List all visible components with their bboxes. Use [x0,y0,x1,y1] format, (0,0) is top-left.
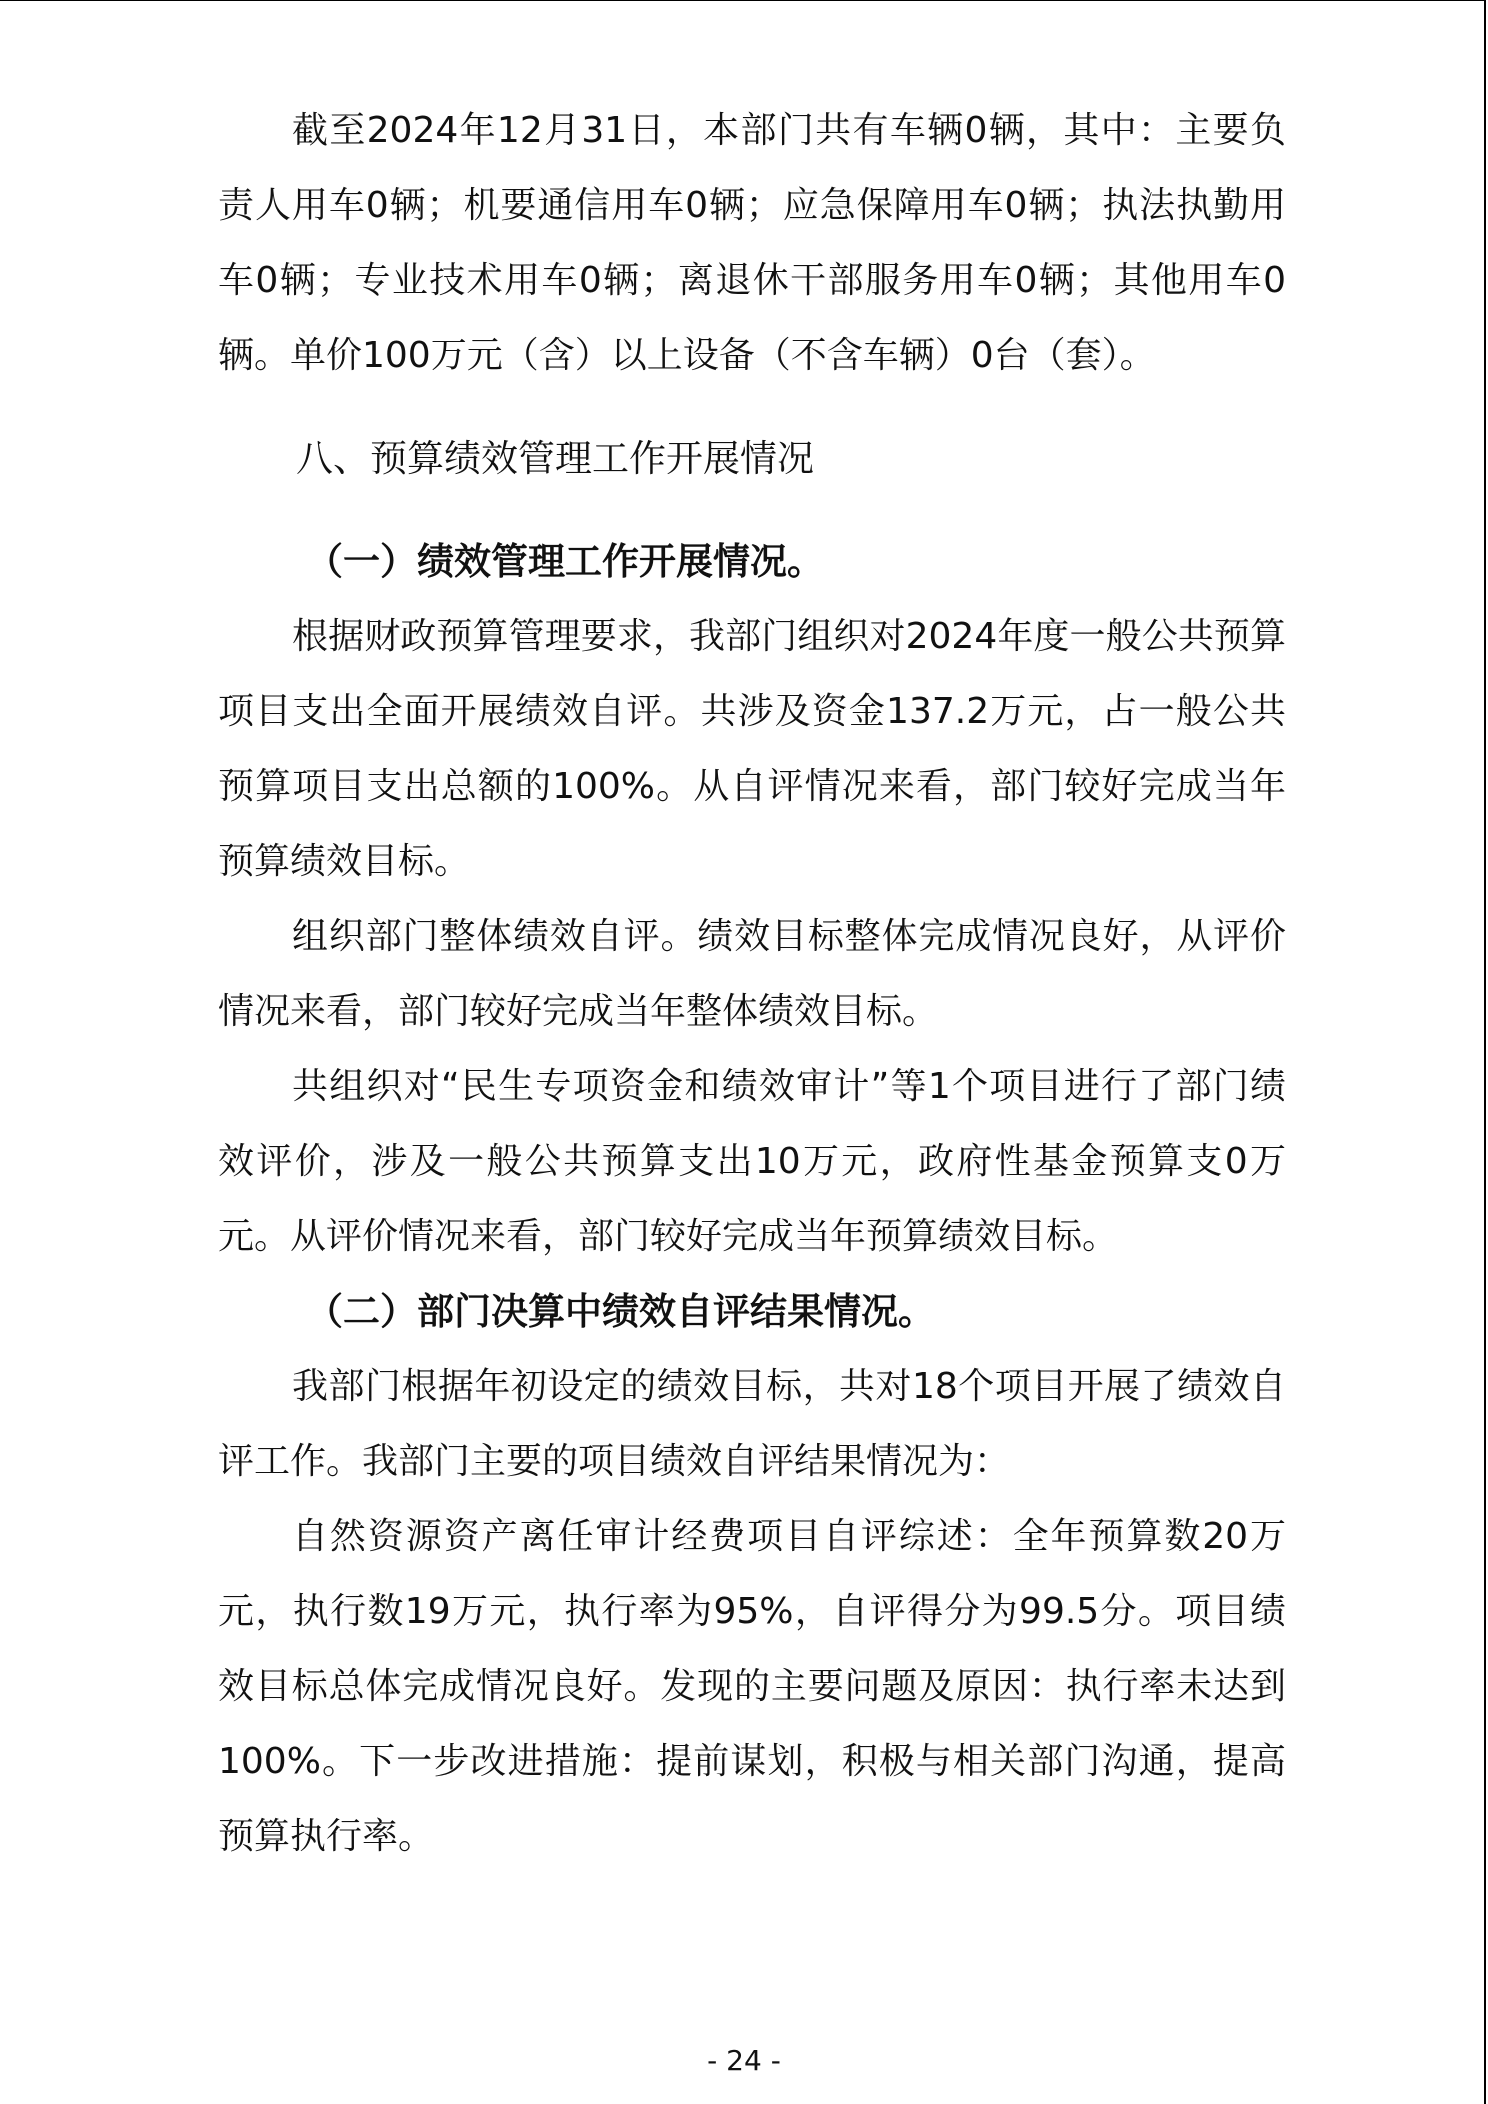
paragraph-self-evaluation: 根据财政预算管理要求，我部门组织对2024年度一般公共预算项目支出全面开展绩效自评。共涉及资金137.2万元，占一般公共预算项目支出总额的100%。从自评情况来看，部门较好完成当年预算绩效目标。 [218,616,1286,882]
section-title: 八、预算绩效管理工作开展情况 [296,437,814,480]
paragraph-project-count: 我部门根据年初设定的绩效目标，共对18个项目开展了绩效自评工作。我部门主要的项目绩效自评结果情况为： [218,1366,1286,1482]
paragraph-project-evaluation: 共组织对“民生专项资金和绩效审计”等1个项目进行了部门绩效评价，涉及一般公共预算支出10万元，政府性基金预算支0万元。从评价情况来看，部门较好完成当年预算绩效目标。 [218,1066,1286,1257]
paragraph-audit-project: 自然资源资产离任审计经费项目自评综述：全年预算数20万元，执行数19万元，执行率为95%，自评得分为99.5分。项目绩效目标总体完成情况良好。发现的主要问题及原因：执行率未达到100%。下一步改进措施：提前谋划，积极与相关部门沟通，提高预算执行率。 [218,1516,1286,1857]
paragraph-overall-evaluation: 组织部门整体绩效自评。绩效目标整体完成情况良好，从评价情况来看，部门较好完成当年整体绩效目标。 [218,916,1286,1032]
subsection-title-1: （一）绩效管理工作开展情况。 [306,540,824,583]
page-number: - 24 - [707,2044,781,2077]
paragraph-vehicles: 截至2024年12月31日，本部门共有车辆0辆，其中：主要负责人用车0辆；机要通信用车0辆；应急保障用车0辆；执法执勤用车0辆；专业技术用车0辆；离退休干部服务用车0辆；其他用车0辆。单价100万元（含）以上设备（不含车辆）0台（套）。 [218,110,1286,376]
subsection-title-2: （二）部门决算中绩效自评结果情况。 [306,1290,935,1333]
page-content [218,93,1286,1874]
